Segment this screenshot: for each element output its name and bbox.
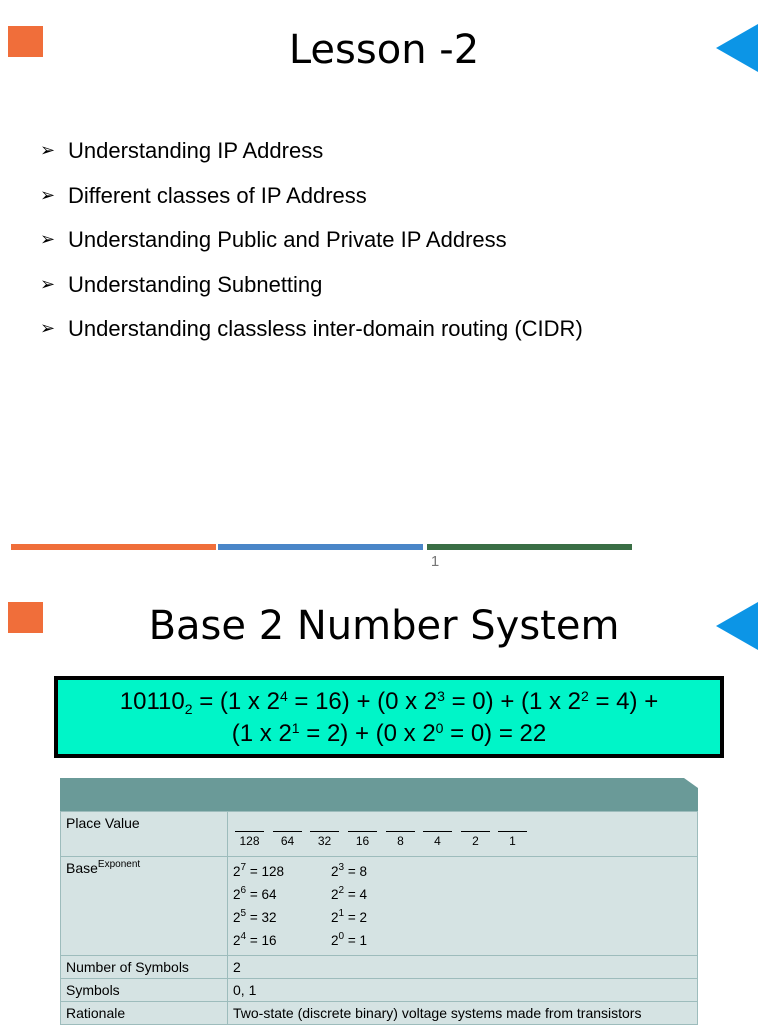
footer-bar-blue xyxy=(218,544,423,550)
arrow-bullet-icon: ➢ xyxy=(40,273,56,295)
number-of-symbols-label: Number of Symbols xyxy=(61,956,228,979)
place-value-cell xyxy=(228,812,698,857)
arrow-bullet-icon: ➢ xyxy=(40,140,56,161)
place-value: 2 xyxy=(461,831,490,848)
formula-line-1: $10110_2 = (1$ x $2^4 = 16) + (0$ x $2^3 = 0) + (1$ x $2^2 = 4$) + xyxy=(119,688,659,717)
place-value-label: Place Value xyxy=(61,812,228,857)
exponent-entry: $2^1 = 2$ xyxy=(331,908,367,925)
arrow-bullet-icon: ➢ xyxy=(40,318,56,340)
bullet-item: ➢ Understanding IP Address xyxy=(40,138,324,163)
exponent-entry: $2^3 = 8$ xyxy=(331,862,367,879)
place-value: 32 xyxy=(310,831,339,848)
table-header-bar xyxy=(60,778,698,811)
number-of-symbols-value: 2 xyxy=(228,956,698,979)
base-exponent-label: Base$^{Exponent}$ xyxy=(61,857,228,956)
table-row xyxy=(61,979,698,1002)
slide-title: Lesson -2 xyxy=(288,27,480,73)
formula-line-2: (1 x $2^1 = 2) + (0$ x $2^0 = 0) = 22$ xyxy=(231,720,547,747)
exponent-entry: $2^0 = 1$ xyxy=(331,931,367,948)
exponent-cell xyxy=(228,857,698,956)
slide-base-2 xyxy=(0,580,768,1024)
arrow-bullet-icon: ➢ xyxy=(40,229,56,251)
exponent-entry: $2^2 = 4$ xyxy=(331,885,367,902)
bullet-item: ➢ Understanding Public and Private IP Address xyxy=(40,227,507,253)
footer-bar-orange xyxy=(11,544,216,550)
table-row xyxy=(61,812,698,857)
place-value: 4 xyxy=(423,831,452,848)
bullet-item: ➢ Understanding Subnetting xyxy=(40,271,323,297)
place-value: 64 xyxy=(273,831,302,848)
table-row xyxy=(61,857,698,956)
base-2-reference-table xyxy=(60,778,698,1028)
rationale-value: Two-state (discrete binary) voltage systems made from transistors xyxy=(228,1002,698,1025)
binary-formula-box xyxy=(54,676,724,758)
table-row xyxy=(61,956,698,979)
footer-bar-green xyxy=(427,544,632,550)
bullet-item: ➢ Different classes of IP Address xyxy=(40,182,367,208)
exponent-entry: $2^5 = 32$ xyxy=(233,908,277,925)
symbols-label: Symbols xyxy=(61,979,228,1002)
slide-title: Base 2 Number System xyxy=(148,603,620,649)
place-value: 128 xyxy=(235,831,264,848)
exponent-entry: $2^7 = 128$ xyxy=(233,862,284,879)
exponent-entry: $2^4 = 16$ xyxy=(233,931,277,948)
bullet-item: ➢ Understanding classless inter-domain routing (CIDR) xyxy=(40,316,583,342)
rationale-label: Rationale xyxy=(61,1002,228,1025)
place-value: 16 xyxy=(348,831,377,848)
place-value: 1 xyxy=(498,831,527,848)
bullet-list xyxy=(40,138,583,361)
table-row xyxy=(61,1002,698,1025)
page-number: 1 xyxy=(430,553,440,570)
reference-table xyxy=(60,811,698,1025)
symbols-value: 0, 1 xyxy=(228,979,698,1002)
place-value: 8 xyxy=(386,831,415,848)
exponent-entry: $2^6 = 64$ xyxy=(233,885,277,902)
arrow-bullet-icon: ➢ xyxy=(40,184,56,206)
